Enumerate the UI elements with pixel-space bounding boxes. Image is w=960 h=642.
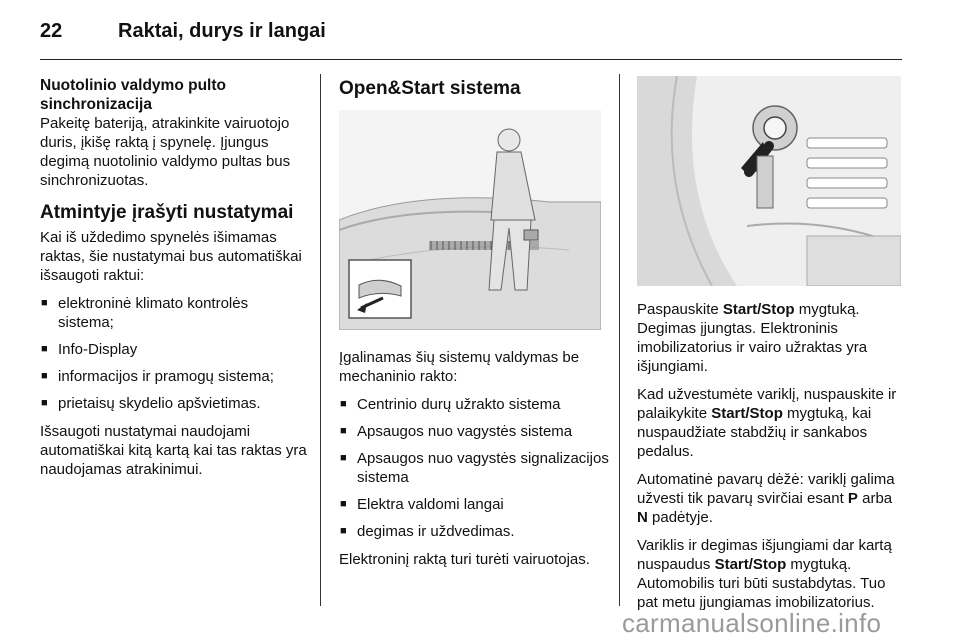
paragraph: Kai iš uždedimo spynelės išimamas raktas, šie nustatymai bus automatiškai išsaugoti raktui: (40, 229, 302, 284)
list-item: ■ prietaisų skydelio apšvietimas. (40, 394, 308, 413)
dashboard-illustration-svg (637, 76, 901, 286)
car-door-illustration-svg (339, 110, 601, 330)
paragraph (637, 385, 903, 461)
paragraph: Išsaugoti nustatymai naudojami automatiškai kitą kartą kai tas raktas yra naudojamas atrakinimui. (40, 423, 307, 478)
settings-list (40, 294, 308, 413)
column-1 (40, 76, 308, 488)
paragraph: Elektroninį raktą turi turėti vairuotojas. (339, 551, 590, 568)
text: mygtuką, kai nuspaudžiate stabdžių ir sankabos pedalus. (637, 405, 872, 460)
list-item: ■ Apsaugos nuo vagystės signalizacijos sistema (339, 449, 611, 487)
list-item: ■ Centrinio durų užrakto sistema (339, 395, 611, 414)
column-2 (339, 76, 611, 578)
text: arba (857, 490, 893, 507)
paragraph (637, 300, 903, 376)
page-header (40, 20, 326, 56)
gear-n-label: N (637, 509, 648, 526)
start-stop-label: Start/Stop (714, 556, 787, 573)
list-item: ■ degimas ir uždvedimas. (339, 522, 611, 541)
illustration-start-stop-button (637, 76, 901, 286)
list-item: ■ Info-Display (40, 340, 308, 359)
page-title: Raktai, durys ir langai (118, 20, 326, 42)
text: mygtuką. Degimas įjungtas. Elektroninis imobilizatorius ir vairo užraktas yra išjungiami. (637, 301, 868, 375)
watermark: carmanualsonline.info (622, 608, 882, 638)
list-item: ■ Elektra valdomi langai (339, 495, 611, 514)
paragraph: Įgalinamas šių sistemų valdymas be mechaninio rakto: (339, 349, 580, 385)
page-number: 22 (40, 20, 63, 42)
illustration-car-door-key (339, 110, 601, 330)
text: mygtuką. Automobilis turi būti sustabdytas. Tuo pat metu įjungiamas imobilizatorius. (637, 556, 886, 611)
paragraph (637, 470, 903, 527)
list-item: ■ informacijos ir pramogų sistema; (40, 367, 308, 386)
gear-p-label: P (847, 490, 858, 507)
heading-memory-settings: Atmintyje įrašyti nustatymai (40, 202, 294, 223)
paragraph (637, 536, 903, 612)
text: Kad užvestumėte variklį, nuspauskite ir palaikykite (637, 386, 897, 422)
subheading-sync: Nuotolinio valdymo pulto sinchronizacija (40, 77, 226, 113)
text: Variklis ir degimas išjungiami dar kartą nuspaudus (637, 537, 892, 573)
header-rule (40, 59, 902, 60)
column-3 (637, 76, 903, 621)
text: padėtyje. (647, 509, 713, 526)
heading-open-start: Open&Start sistema (339, 78, 521, 99)
text: Paspauskite (637, 301, 723, 318)
list-item: ■ Apsaugos nuo vagystės sistema (339, 422, 611, 441)
start-stop-label: Start/Stop (711, 405, 783, 422)
text: Automatinė pavarų dėžė: variklį galima užvesti tik pavarų svirčiai esant (637, 471, 895, 507)
list-item: ■ elektroninė klimato kontrolės sistema; (40, 294, 308, 332)
paragraph: Pakeitę bateriją, atrakinkite vairuotojo duris, įkišę raktą į spynelę. Įjungus degimą nuotolinio valdymo pultas bus sinchronizuotas. (40, 115, 291, 189)
start-stop-label: Start/Stop (722, 301, 795, 318)
systems-list (339, 395, 611, 541)
column-divider-2 (619, 74, 620, 606)
column-divider-1 (320, 74, 321, 606)
